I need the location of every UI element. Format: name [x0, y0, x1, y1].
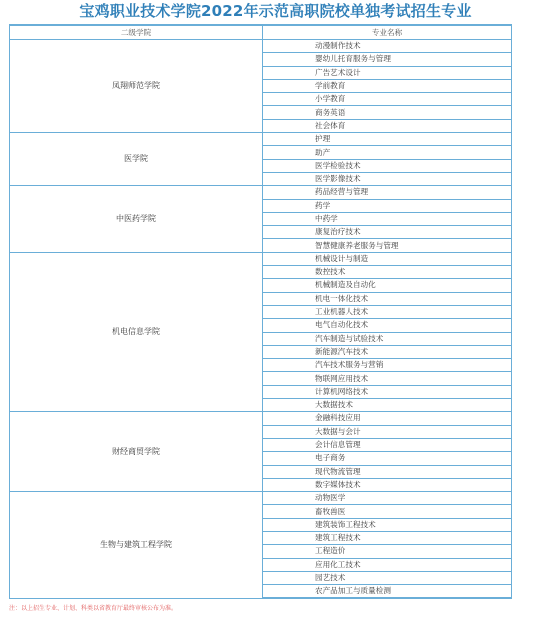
college-name: 生物与建筑工程学院 [10, 492, 263, 599]
table-row [10, 133, 512, 146]
major-name: 汽车技术服务与营销 [263, 359, 512, 372]
major-name: 园艺技术 [263, 571, 512, 584]
major-name: 大数据技术 [263, 399, 512, 412]
major-name: 畜牧兽医 [263, 505, 512, 518]
major-name: 物联网应用技术 [263, 372, 512, 385]
footnote: 注：以上招生专业、计划、科类以省教育厅最终审核公布为准。 [9, 605, 178, 612]
table-row [10, 412, 512, 425]
major-name: 医学影像技术 [263, 172, 512, 185]
major-name: 电子商务 [263, 452, 512, 465]
table-row [10, 252, 512, 265]
major-name: 护理 [263, 133, 512, 146]
major-name: 婴幼儿托育服务与管理 [263, 53, 512, 66]
table-row [10, 40, 512, 53]
majors-table [9, 24, 512, 599]
major-name: 商务英语 [263, 106, 512, 119]
major-name: 数控技术 [263, 266, 512, 279]
major-name: 药品经营与管理 [263, 186, 512, 199]
major-name: 应用化工技术 [263, 558, 512, 571]
major-name: 金融科技应用 [263, 412, 512, 425]
major-name: 中药学 [263, 212, 512, 225]
major-name: 动物医学 [263, 492, 512, 505]
major-name: 计算机网络技术 [263, 385, 512, 398]
major-name: 新能源汽车技术 [263, 345, 512, 358]
major-name: 医学检验技术 [263, 159, 512, 172]
major-name: 康复治疗技术 [263, 226, 512, 239]
header-major: 专业名称 [263, 25, 512, 40]
college-name: 机电信息学院 [10, 252, 263, 412]
major-name: 会计信息管理 [263, 438, 512, 451]
major-name: 动漫制作技术 [263, 40, 512, 53]
major-name: 学前教育 [263, 79, 512, 92]
page-title: 宝鸡职业技术学院2022年示范高职院校单独考试招生专业 [79, 2, 472, 20]
major-name: 智慧健康养老服务与管理 [263, 239, 512, 252]
major-name: 大数据与会计 [263, 425, 512, 438]
college-name: 医学院 [10, 133, 263, 186]
major-name: 机械制造及自动化 [263, 279, 512, 292]
major-name: 工程造价 [263, 545, 512, 558]
major-name: 现代物流管理 [263, 465, 512, 478]
table-body [10, 40, 512, 599]
table-row [10, 492, 512, 505]
major-name: 机电一体化技术 [263, 292, 512, 305]
college-name: 财经商贸学院 [10, 412, 263, 492]
major-name: 建筑工程技术 [263, 531, 512, 544]
major-name: 社会体育 [263, 119, 512, 132]
college-name: 中医药学院 [10, 186, 263, 252]
major-name: 建筑装饰工程技术 [263, 518, 512, 531]
table-row [10, 186, 512, 199]
major-name: 工业机器人技术 [263, 305, 512, 318]
major-name: 农产品加工与质量检测 [263, 585, 512, 599]
major-name: 数字媒体技术 [263, 478, 512, 491]
major-name: 药学 [263, 199, 512, 212]
college-name: 凤翔师范学院 [10, 40, 263, 133]
major-name: 小学教育 [263, 93, 512, 106]
major-name: 电气自动化技术 [263, 319, 512, 332]
major-name: 机械设计与制造 [263, 252, 512, 265]
major-name: 汽车制造与试验技术 [263, 332, 512, 345]
table-header-row [10, 25, 512, 40]
major-name: 广告艺术设计 [263, 66, 512, 79]
major-name: 助产 [263, 146, 512, 159]
header-college: 二级学院 [10, 25, 263, 40]
